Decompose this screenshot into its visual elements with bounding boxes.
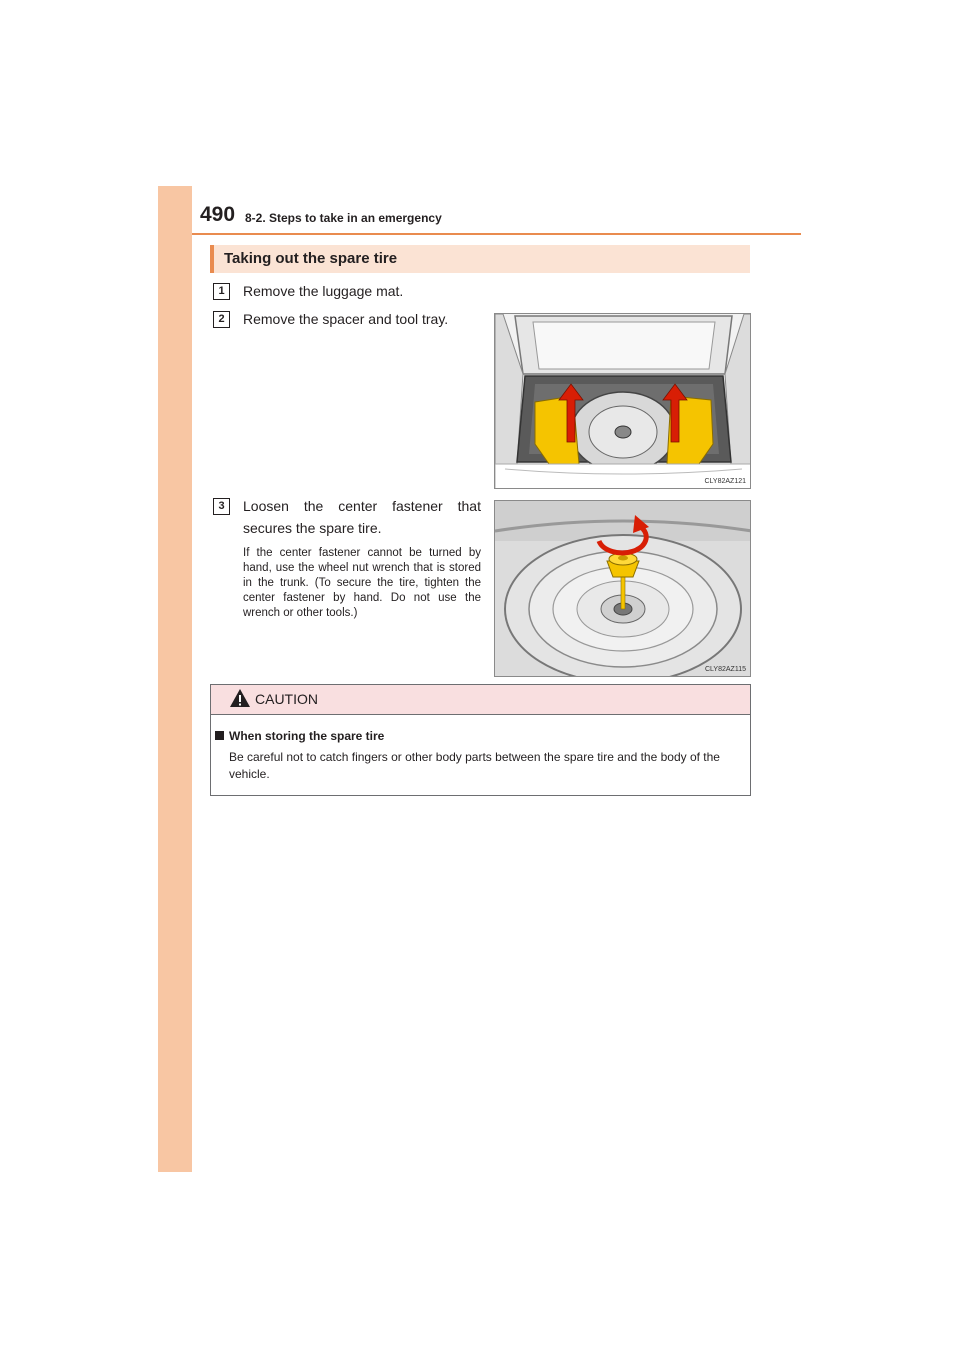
page-number: 490 — [200, 203, 236, 226]
step-number-1: 1 — [213, 283, 230, 300]
step-text-3: Loosen the center fastener that secures the spare tire. — [243, 498, 481, 536]
caution-subheading — [215, 729, 384, 743]
subsection-heading-text: Taking out the spare tire — [224, 250, 398, 267]
warning-triangle-icon — [229, 688, 251, 708]
caution-header — [211, 685, 750, 715]
step-3-note: If the center fastener cannot be turned by hand, use the wheel nut wrench that is stored in the trunk. (To secure the tire, tighten the center fastener by hand. Do not use the wrench or other tools.) — [243, 547, 481, 619]
step-text-1: Remove the luggage mat. — [243, 283, 404, 299]
step-text-2: Remove the spacer and tool tray. — [243, 311, 449, 327]
step-number-3: 3 — [213, 498, 230, 515]
trunk-illustration — [495, 314, 751, 489]
figure-code: CLY82AZ121 — [704, 478, 746, 485]
caution-box — [210, 684, 751, 796]
caution-subheading-text: When storing the spare tire — [229, 729, 385, 743]
header-divider — [192, 233, 801, 235]
chapter-side-tab — [158, 186, 192, 1172]
section-title: 8-2. Steps to take in an emergency — [245, 211, 442, 225]
square-bullet-icon — [215, 731, 224, 740]
figure-trunk-tool-tray — [494, 313, 751, 489]
caution-title: CAUTION — [255, 691, 318, 707]
step-number-2: 2 — [213, 311, 230, 328]
figure-code: CLY82AZ115 — [705, 666, 746, 673]
caution-body: Be careful not to catch fingers or other body parts between the spare tire and the body of the vehicle. — [229, 750, 720, 781]
figure-center-fastener — [494, 500, 751, 677]
subsection-heading — [210, 245, 750, 273]
spare-tire-illustration — [495, 501, 751, 677]
